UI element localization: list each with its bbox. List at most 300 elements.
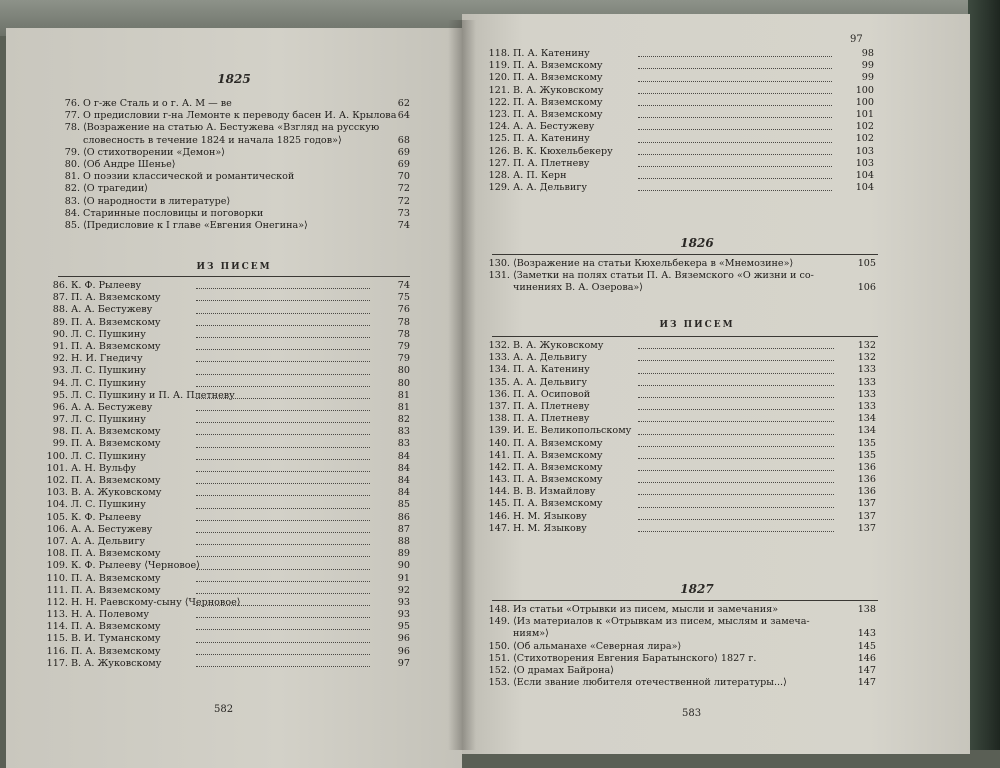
entry-number: 131. <box>488 270 510 282</box>
toc-entry <box>488 628 876 640</box>
entry-number: 78. <box>64 122 80 134</box>
entry-number: 126. <box>488 145 510 157</box>
entry-number: 122. <box>488 96 510 108</box>
toc-entry <box>46 402 410 414</box>
toc-entry <box>488 60 874 72</box>
entry-title: О предисловии г-на Лемонте к переводу басен И. А. Крылова <box>83 110 397 122</box>
entry-number: 77. <box>64 110 80 122</box>
toc-entry <box>46 378 410 390</box>
entry-title: П. А. Вяземскому <box>513 474 603 486</box>
entry-title: В. А. Жуковскому <box>71 487 162 499</box>
page-number-right: 583 <box>682 708 702 719</box>
entry-number: 97. <box>52 414 68 426</box>
entry-page: 83 <box>397 426 410 438</box>
toc-entry <box>488 604 876 616</box>
entry-title: П. А. Вяземскому <box>513 498 603 510</box>
entry-title: ⟨О народности в литературе⟩ <box>83 195 231 207</box>
entry-number: 109. <box>46 560 68 572</box>
entry-number: 80. <box>64 158 80 170</box>
entry-title: А. А. Бестужеву <box>71 304 153 316</box>
toc-entry <box>58 220 410 232</box>
entry-number: 138. <box>488 413 510 425</box>
toc-entry <box>488 616 876 628</box>
entry-number: 103. <box>46 487 68 499</box>
toc-entry <box>488 665 876 677</box>
toc-entry <box>488 158 874 170</box>
entry-page: 96 <box>397 645 410 657</box>
entry-title: В. К. Кюхельбекеру <box>513 145 613 157</box>
toc-entry <box>488 377 876 389</box>
entry-page: 68 <box>397 134 410 146</box>
entry-page: 81 <box>397 401 410 413</box>
entry-page: 79 <box>397 340 410 352</box>
toc-entry <box>58 196 410 208</box>
toc-entry <box>488 182 874 194</box>
entry-page: 91 <box>397 572 410 584</box>
entry-title: ⟨Возражение на статьи Кюхельбекера в «Мнемозине»⟩ <box>513 258 794 269</box>
toc-entry <box>46 341 410 353</box>
entry-title: П. А. Вяземскому <box>71 645 161 657</box>
entry-title: П. А. Вяземскому <box>71 292 161 304</box>
entry-page: 147 <box>857 664 876 676</box>
entry-number: 152. <box>488 664 510 676</box>
entry-number: 93. <box>52 365 68 377</box>
entry-title: О поэзии классической и романтической <box>83 171 295 183</box>
entry-title: ⟨Из материалов к «Отрывкам из писем, мыслям и замеча- <box>513 616 810 628</box>
toc-entry <box>58 183 410 195</box>
toc-entry <box>488 352 876 364</box>
toc-entry <box>46 317 410 329</box>
page-top-number: 97 <box>850 34 863 45</box>
entry-number: 116. <box>46 645 68 657</box>
toc-entry <box>46 463 410 475</box>
entry-page: 132 <box>857 340 876 351</box>
entry-page: 82 <box>397 414 410 426</box>
letters-heading-right: ИЗ ПИСЕМ <box>659 320 735 330</box>
toc-entry <box>46 365 410 377</box>
entry-page: 90 <box>397 560 410 572</box>
toc-entry <box>46 597 410 609</box>
toc-entry <box>46 329 410 341</box>
entry-number: 136. <box>488 388 510 400</box>
entry-page: 106 <box>857 282 876 294</box>
entry-title: П. А. Плетневу <box>513 400 590 412</box>
entry-title: П. А. Вяземскому <box>513 96 603 108</box>
toc-entry <box>58 147 410 159</box>
toc-entry <box>488 109 874 121</box>
toc-entry <box>46 573 410 585</box>
entry-number: 145. <box>488 498 510 510</box>
entry-number: 143. <box>488 474 510 486</box>
entry-title: П. А. Вяземскому <box>513 60 603 72</box>
entry-title: А. А. Дельвигу <box>513 182 587 194</box>
entry-page: 102 <box>855 133 874 145</box>
toc-entry <box>46 633 410 645</box>
entry-page: 95 <box>397 621 410 633</box>
entry-title: В. И. Туманскому <box>71 633 161 645</box>
toc-entry <box>488 653 876 665</box>
toc-entry <box>488 340 876 352</box>
entry-number: 124. <box>488 121 510 133</box>
entry-page: 101 <box>855 108 874 120</box>
entry-page: 99 <box>861 72 874 84</box>
entry-number: 106. <box>46 523 68 535</box>
entry-page: 134 <box>857 425 876 437</box>
entry-page: 84 <box>397 462 410 474</box>
toc-entry <box>46 451 410 463</box>
entry-title: Л. С. Пушкину <box>71 377 146 389</box>
entry-title: П. А. Вяземскому <box>71 475 161 486</box>
entry-page: 76 <box>397 304 410 316</box>
entry-page: 78 <box>397 316 410 328</box>
entry-number: 115. <box>46 633 68 645</box>
section-rule <box>492 336 878 337</box>
entry-number: 98. <box>52 426 68 438</box>
entry-title: Л. С. Пушкину <box>71 365 146 377</box>
toc-entry <box>46 390 410 402</box>
entry-page: 75 <box>397 292 410 304</box>
toc-entry <box>46 524 410 536</box>
toc-entry <box>488 401 876 413</box>
toc-entry <box>488 641 876 653</box>
entry-title: К. Ф. Рылееву ⟨Черновое⟩ <box>71 560 200 572</box>
entry-title: В. А. Жуковскому <box>513 84 604 96</box>
entry-number: 120. <box>488 72 510 84</box>
entry-page: 136 <box>857 486 876 498</box>
entry-page: 135 <box>857 449 876 461</box>
book-cover-edge <box>968 0 1000 750</box>
entry-number: 144. <box>488 486 510 498</box>
toc-entry <box>488 133 874 145</box>
entry-title: П. А. Вяземскому <box>513 449 603 461</box>
entry-number: 101. <box>46 462 68 474</box>
toc-entry <box>488 486 876 498</box>
entry-page: 73 <box>397 207 410 219</box>
entry-page: 137 <box>857 510 876 522</box>
entry-number: 127. <box>488 157 510 169</box>
toc-entry <box>58 208 410 220</box>
entry-title: А. П. Керн <box>513 169 567 181</box>
entry-page: 69 <box>397 146 410 158</box>
entry-page: 104 <box>855 169 874 181</box>
entry-title: П. А. Вяземскому <box>71 426 161 438</box>
entry-page: 89 <box>397 548 410 560</box>
entry-number: 117. <box>46 657 68 669</box>
entry-number: 81. <box>64 171 80 183</box>
entry-page: 135 <box>857 437 876 449</box>
toc-entry <box>488 97 874 109</box>
toc-entry <box>58 110 410 122</box>
entry-number: 147. <box>488 522 510 534</box>
entry-page: 84 <box>397 487 410 499</box>
entry-page: 80 <box>397 377 410 389</box>
right-page <box>462 14 970 754</box>
entry-number: 85. <box>64 219 80 231</box>
entry-title: ⟨Стихотворения Евгения Баратынского⟩ 1827 г. <box>513 652 757 664</box>
entry-title: ⟨О трагедии⟩ <box>83 183 148 195</box>
book-gutter <box>448 20 476 750</box>
entry-page: 85 <box>397 499 410 511</box>
entry-page: 137 <box>857 498 876 510</box>
section-rule <box>492 600 878 601</box>
entry-title: ⟨Возражение на статью А. Бестужева «Взгляд на русскую <box>83 122 380 134</box>
entry-number: 88. <box>52 304 68 316</box>
entry-page: 143 <box>857 628 876 640</box>
entry-page: 147 <box>857 677 876 689</box>
toc-entry <box>488 523 876 535</box>
entry-page: 134 <box>857 413 876 425</box>
entry-number: 86. <box>52 280 68 291</box>
entry-title: Н. Н. Раевскому-сыну ⟨Черновое⟩ <box>71 596 241 608</box>
entry-title: П. А. Вяземскому <box>513 461 603 473</box>
entry-title: А. Н. Вульфу <box>71 462 136 474</box>
toc-entry <box>488 282 876 294</box>
entry-number: 107. <box>46 535 68 547</box>
entry-title: ⟨Предисловие к I главе «Евгения Онегина»⟩ <box>83 219 308 231</box>
entry-number: 130. <box>488 258 510 269</box>
entry-title: Л. С. Пушкину <box>71 499 146 511</box>
entry-title: П. А. Вяземскому <box>71 584 161 596</box>
entry-title: В. А. Жуковскому <box>71 657 162 669</box>
entry-title: П. А. Вяземскому <box>513 72 603 84</box>
toc-entry <box>488 146 874 158</box>
letters-heading-left: ИЗ ПИСЕМ <box>196 262 272 272</box>
entry-title: П. А. Вяземскому <box>71 621 161 633</box>
entry-number: 135. <box>488 376 510 388</box>
toc-entry <box>58 98 410 110</box>
entry-page: 88 <box>397 535 410 547</box>
toc-entry <box>488 121 874 133</box>
entry-page: 78 <box>397 328 410 340</box>
entry-number: 83. <box>64 195 80 207</box>
entry-title: Н. И. Гнедичу <box>71 353 143 365</box>
entry-title: Л. С. Пушкину <box>71 450 146 462</box>
entry-title: ⟨О стихотворении «Демон»⟩ <box>83 146 226 158</box>
year-heading-1825: 1825 <box>217 72 251 86</box>
toc-entry <box>58 122 410 134</box>
toc-entry <box>488 677 876 689</box>
entry-number: 140. <box>488 437 510 449</box>
entry-page: 104 <box>855 182 874 194</box>
entry-title: П. А. Вяземскому <box>513 437 603 449</box>
entry-number: 89. <box>52 316 68 328</box>
entry-title: ⟨Заметки на полях статьи П. А. Вяземского «О жизни и со- <box>513 270 814 282</box>
entry-page: 133 <box>857 376 876 388</box>
entry-title: П. А. Вяземскому <box>71 316 161 328</box>
entry-page: 98 <box>861 48 874 59</box>
entry-number: 105. <box>46 511 68 523</box>
entry-title: ниям»⟩ <box>513 628 549 640</box>
entry-number: 112. <box>46 596 68 608</box>
entry-page: 133 <box>857 388 876 400</box>
entry-page: 92 <box>397 584 410 596</box>
toc-entry <box>488 85 874 97</box>
entry-number: 108. <box>46 548 68 560</box>
essays-list-1827 <box>488 604 876 689</box>
entry-page: 69 <box>397 158 410 170</box>
toc-entry <box>46 499 410 511</box>
toc-entry <box>46 512 410 524</box>
toc-entry <box>488 450 876 462</box>
entry-number: 134. <box>488 364 510 376</box>
toc-entry <box>488 438 876 450</box>
entry-page: 100 <box>855 96 874 108</box>
entry-page: 133 <box>857 364 876 376</box>
entry-page: 137 <box>857 522 876 534</box>
left-page <box>6 28 462 768</box>
entry-number: 123. <box>488 108 510 120</box>
entry-page: 74 <box>397 219 410 231</box>
entry-title: П. А. Катенину <box>513 48 590 59</box>
entry-title: А. А. Дельвигу <box>71 535 145 547</box>
entry-title: А. А. Дельвигу <box>513 376 587 388</box>
entry-number: 84. <box>64 207 80 219</box>
toc-entry <box>46 304 410 316</box>
toc-entry <box>46 426 410 438</box>
entry-page: 93 <box>397 609 410 621</box>
entry-page: 79 <box>397 353 410 365</box>
entry-number: 95. <box>52 389 68 401</box>
page-number-left: 582 <box>214 704 234 715</box>
entry-title: ⟨Об Андре Шенье⟩ <box>83 158 176 170</box>
entry-page: 136 <box>857 474 876 486</box>
essays-list-1826 <box>488 258 876 295</box>
entry-number: 102. <box>46 475 68 486</box>
entry-page: 103 <box>855 145 874 157</box>
entry-number: 87. <box>52 292 68 304</box>
entry-number: 121. <box>488 84 510 96</box>
entry-page: 138 <box>857 604 876 615</box>
entry-title: А. А. Дельвигу <box>513 352 587 364</box>
entry-title: К. Ф. Рылееву <box>71 280 142 291</box>
entry-page: 80 <box>397 365 410 377</box>
entry-number: 153. <box>488 677 510 689</box>
toc-entry <box>488 170 874 182</box>
entry-title: П. А. Вяземскому <box>513 108 603 120</box>
entry-title: П. А. Вяземскому <box>71 438 161 450</box>
toc-entry <box>488 425 876 437</box>
entry-page: 87 <box>397 523 410 535</box>
entry-title: ⟨О драмах Байрона⟩ <box>513 664 615 676</box>
entry-page: 105 <box>857 258 876 269</box>
year-heading-1827: 1827 <box>680 582 714 596</box>
toc-entry <box>46 536 410 548</box>
entry-number: 151. <box>488 652 510 664</box>
entry-title: И. Е. Великопольскому <box>513 425 632 437</box>
entry-title: А. А. Бестужеву <box>71 401 153 413</box>
entry-title: О г-же Сталь и о г. А. М — ве <box>83 98 232 109</box>
entry-title: Л. С. Пушкину и П. А. Плетневу <box>71 389 235 401</box>
entry-page: 74 <box>397 280 410 291</box>
entry-title: К. Ф. Рылееву <box>71 511 142 523</box>
entry-page: 146 <box>857 652 876 664</box>
entry-page: 64 <box>397 110 410 122</box>
toc-entry <box>488 270 876 282</box>
entry-page: 136 <box>857 461 876 473</box>
entry-title: словесность в течение 1824 и начала 1825 годов»⟩ <box>83 134 342 146</box>
toc-entry <box>488 413 876 425</box>
entry-number: 149. <box>488 616 510 628</box>
entry-number: 139. <box>488 425 510 437</box>
entry-title: чинениях В. А. Озерова»⟩ <box>513 282 644 294</box>
entry-number: 90. <box>52 328 68 340</box>
toc-entry <box>46 475 410 487</box>
letters-list-left <box>46 280 410 670</box>
toc-entry <box>488 72 874 84</box>
toc-entry <box>488 389 876 401</box>
entry-number: 148. <box>488 604 510 615</box>
toc-entry <box>46 646 410 658</box>
toc-entry <box>488 364 876 376</box>
entry-number: 82. <box>64 183 80 195</box>
entry-page: 132 <box>857 352 876 364</box>
entry-number: 133. <box>488 352 510 364</box>
toc-entry <box>488 258 876 270</box>
section-rule <box>58 276 410 277</box>
entry-title: П. А. Вяземскому <box>71 572 161 584</box>
entry-number: 141. <box>488 449 510 461</box>
year-heading-1826: 1826 <box>680 236 714 250</box>
toc-entry <box>488 511 876 523</box>
letters-list-continued <box>488 48 874 194</box>
entry-number: 96. <box>52 401 68 413</box>
toc-entry <box>58 171 410 183</box>
entry-number: 128. <box>488 169 510 181</box>
toc-entry <box>488 48 874 60</box>
entry-page: 103 <box>855 157 874 169</box>
entry-number: 146. <box>488 510 510 522</box>
toc-entry <box>488 462 876 474</box>
entry-number: 137. <box>488 400 510 412</box>
entry-number: 94. <box>52 377 68 389</box>
section-rule <box>492 254 878 255</box>
toc-entry <box>46 548 410 560</box>
entry-title: Н. М. Языкову <box>513 522 587 534</box>
toc-entry <box>46 280 410 292</box>
entry-title: ⟨Если звание любителя отечественной литературы...⟩ <box>513 677 787 689</box>
toc-entry <box>46 292 410 304</box>
entry-number: 104. <box>46 499 68 511</box>
entry-page: 97 <box>397 657 410 669</box>
entry-title: В. В. Измайлову <box>513 486 596 498</box>
entry-page: 81 <box>397 389 410 401</box>
entry-page: 70 <box>397 171 410 183</box>
toc-entry <box>58 159 410 171</box>
entry-page: 100 <box>855 84 874 96</box>
entry-title: В. А. Жуковскому <box>513 340 604 351</box>
entry-number: 79. <box>64 146 80 158</box>
entry-number: 111. <box>46 584 68 596</box>
entry-page: 145 <box>857 640 876 652</box>
entry-title: Н. А. Полевому <box>71 609 150 621</box>
entry-page: 72 <box>397 183 410 195</box>
entry-page: 133 <box>857 400 876 412</box>
entry-title: П. А. Осиповой <box>513 388 591 400</box>
toc-entry <box>488 474 876 486</box>
entry-number: 125. <box>488 133 510 145</box>
toc-entry <box>46 658 410 670</box>
entry-page: 96 <box>397 633 410 645</box>
entry-page: 86 <box>397 511 410 523</box>
toc-entry <box>46 585 410 597</box>
entry-number: 129. <box>488 182 510 194</box>
entry-title: П. А. Катенину <box>513 133 590 145</box>
entry-number: 118. <box>488 48 510 59</box>
entry-title: Л. С. Пушкину <box>71 328 146 340</box>
entry-page: 62 <box>397 98 410 109</box>
entry-number: 99. <box>52 438 68 450</box>
entry-page: 102 <box>855 121 874 133</box>
